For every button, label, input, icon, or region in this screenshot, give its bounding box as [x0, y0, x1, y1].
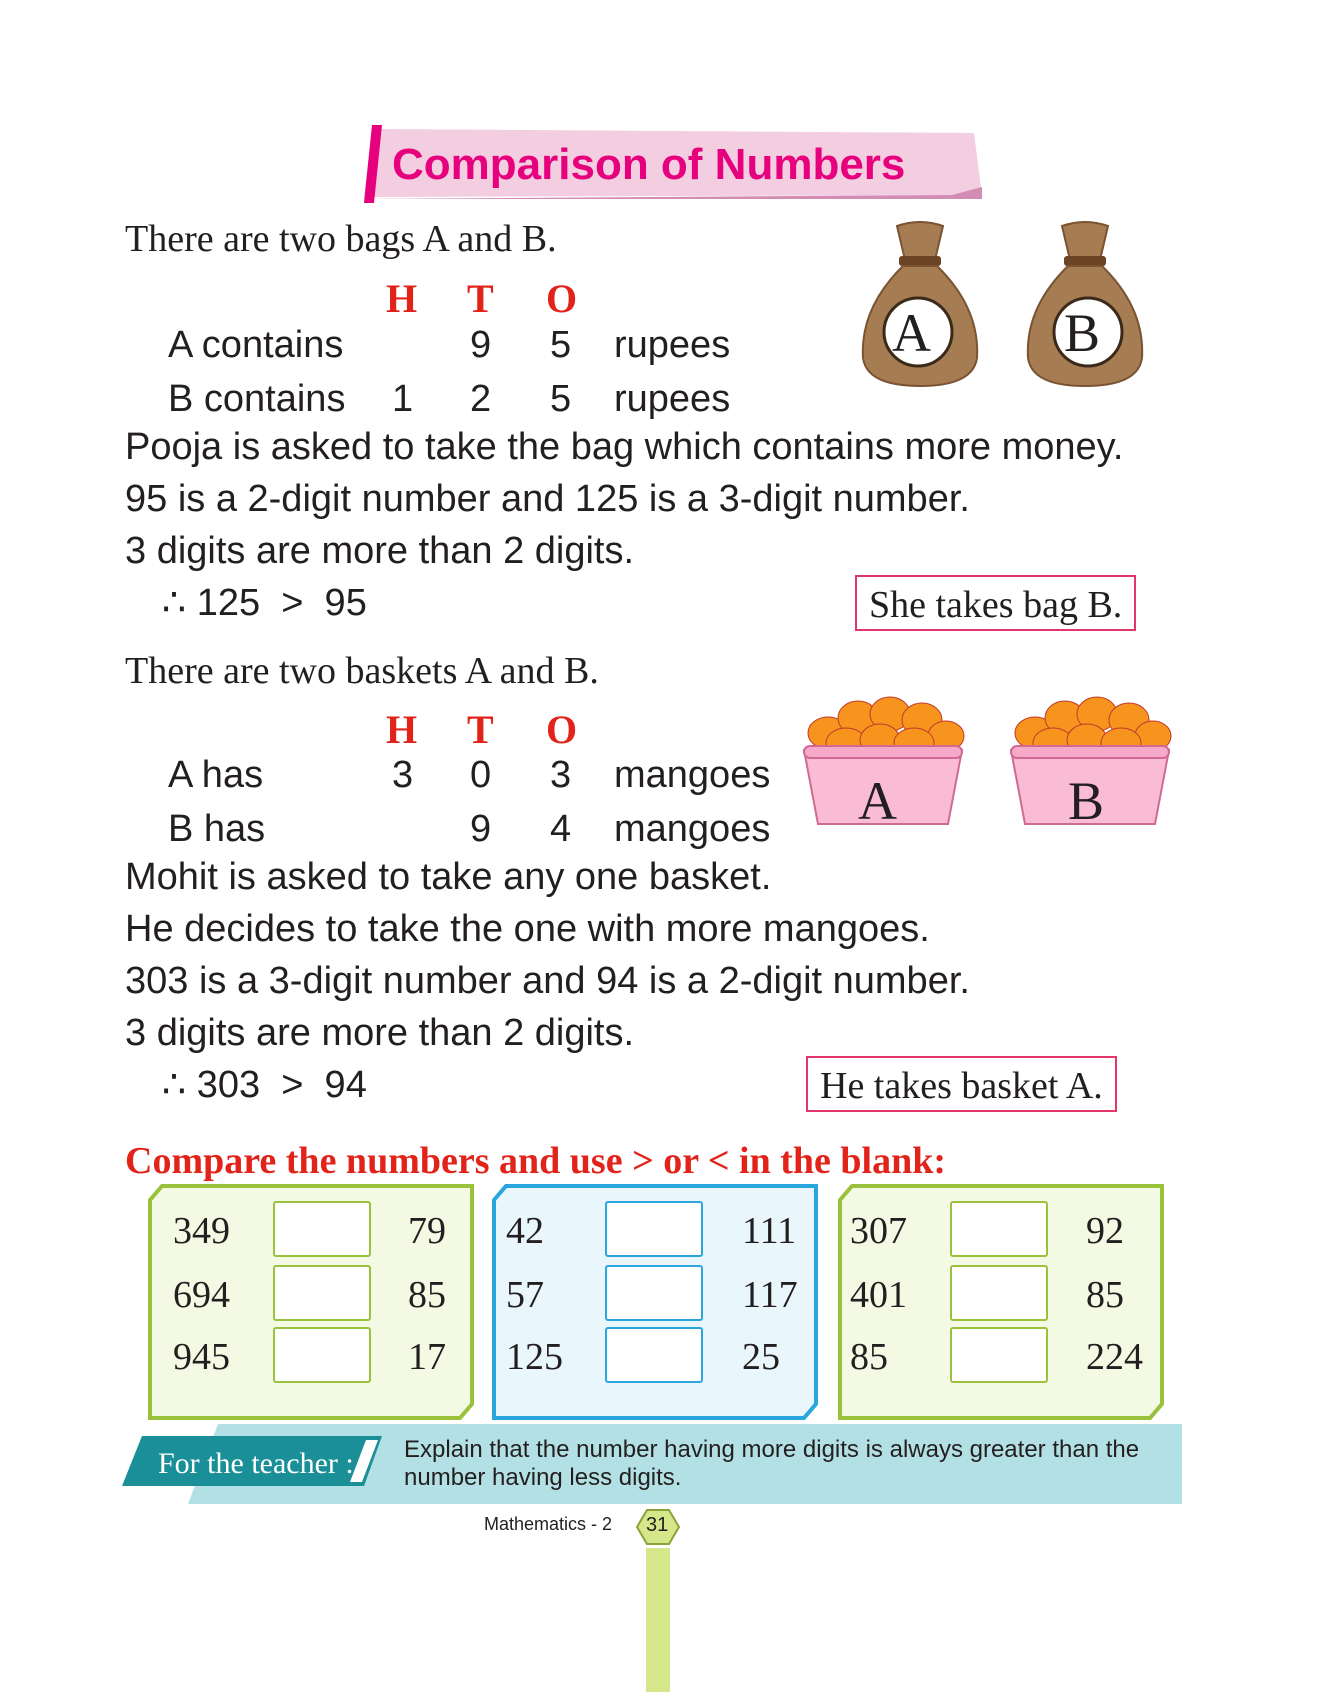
left-number: 57: [506, 1274, 544, 1316]
right-number: 25: [742, 1336, 780, 1378]
header-h: H: [386, 276, 418, 321]
section2-intro: There are two baskets A and B.: [125, 650, 599, 692]
left-number: 42: [506, 1210, 544, 1252]
comparison-blank[interactable]: [273, 1265, 371, 1321]
row-unit: mangoes: [614, 754, 771, 796]
left-number: 401: [850, 1274, 907, 1316]
comparison-blank[interactable]: [950, 1327, 1048, 1383]
left-number: 307: [850, 1210, 907, 1252]
comparison-blank[interactable]: [950, 1265, 1048, 1321]
text-line: He decides to take the one with more mangoes.: [125, 908, 930, 950]
right-number: 111: [742, 1210, 797, 1252]
conclusion: ∴ 303 > 94: [162, 1064, 367, 1106]
row-unit: rupees: [614, 378, 731, 420]
digit-h: 1: [392, 378, 414, 420]
left-number: 85: [850, 1336, 888, 1378]
footer-bar: [646, 1548, 670, 1692]
right-number: 85: [408, 1274, 446, 1316]
comparison-blank[interactable]: [605, 1327, 703, 1383]
digit-o: 4: [550, 808, 572, 850]
digit-o: 5: [550, 324, 572, 366]
teacher-note-text: Explain that the number having more digits is always greater than the number having less digits.: [404, 1436, 1140, 1491]
comparison-blank[interactable]: [950, 1201, 1048, 1257]
right-number: 79: [408, 1210, 446, 1252]
comparison-blank[interactable]: [273, 1327, 371, 1383]
row-label: B contains: [168, 378, 346, 420]
text-line: Mohit is asked to take any one basket.: [125, 856, 772, 898]
left-number: 694: [173, 1274, 230, 1316]
row-unit: mangoes: [614, 808, 771, 850]
text-line: 95 is a 2-digit number and 125 is a 3-digit number.: [125, 478, 970, 520]
digit-t: 9: [470, 808, 492, 850]
right-number: 85: [1086, 1274, 1124, 1316]
digit-o: 3: [550, 754, 572, 796]
row-label: A contains: [168, 324, 344, 366]
right-number: 17: [408, 1336, 446, 1378]
header-h: H: [386, 707, 418, 752]
row-label: B has: [168, 808, 266, 850]
exercise-heading: Compare the numbers and use > or < in the blank:: [125, 1140, 947, 1182]
digit-t: 0: [470, 754, 492, 796]
row-label: A has: [168, 754, 264, 796]
digit-o: 5: [550, 378, 572, 420]
header-o: O: [546, 707, 578, 752]
text-line: 303 is a 3-digit number and 94 is a 2-digit number.: [125, 960, 970, 1002]
page-title: Comparison of Numbers: [392, 140, 906, 189]
digit-t: 2: [470, 378, 492, 420]
bag-b-label: B: [1064, 303, 1101, 363]
row-unit: rupees: [614, 324, 731, 366]
section1-intro: There are two bags A and B.: [125, 218, 557, 260]
footer-subject: Mathematics - 2: [484, 1514, 613, 1534]
basket-a-label: A: [858, 771, 897, 831]
bag-a-label: A: [892, 303, 931, 363]
conclusion: ∴ 125 > 95: [162, 582, 367, 624]
page-number: 31: [646, 1514, 669, 1536]
left-number: 125: [506, 1336, 563, 1378]
header-t: T: [467, 276, 494, 321]
teacher-label: For the teacher :: [158, 1447, 354, 1480]
right-number: 224: [1086, 1336, 1143, 1378]
answer-box: She takes bag B.: [855, 575, 1136, 631]
digit-h: 3: [392, 754, 414, 796]
digit-t: 9: [470, 324, 492, 366]
text-line: 3 digits are more than 2 digits.: [125, 530, 635, 572]
left-number: 349: [173, 1210, 230, 1252]
right-number: 92: [1086, 1210, 1124, 1252]
text-line: Pooja is asked to take the bag which contains more money.: [125, 426, 1124, 468]
left-number: 945: [173, 1336, 230, 1378]
comparison-blank[interactable]: [605, 1265, 703, 1321]
header-t: T: [467, 707, 494, 752]
comparison-blank[interactable]: [605, 1201, 703, 1257]
basket-b-label: B: [1068, 771, 1105, 831]
right-number: 117: [742, 1274, 798, 1316]
answer-box: He takes basket A.: [806, 1056, 1117, 1112]
text-line: 3 digits are more than 2 digits.: [125, 1012, 635, 1054]
header-o: O: [546, 276, 578, 321]
comparison-blank[interactable]: [273, 1201, 371, 1257]
